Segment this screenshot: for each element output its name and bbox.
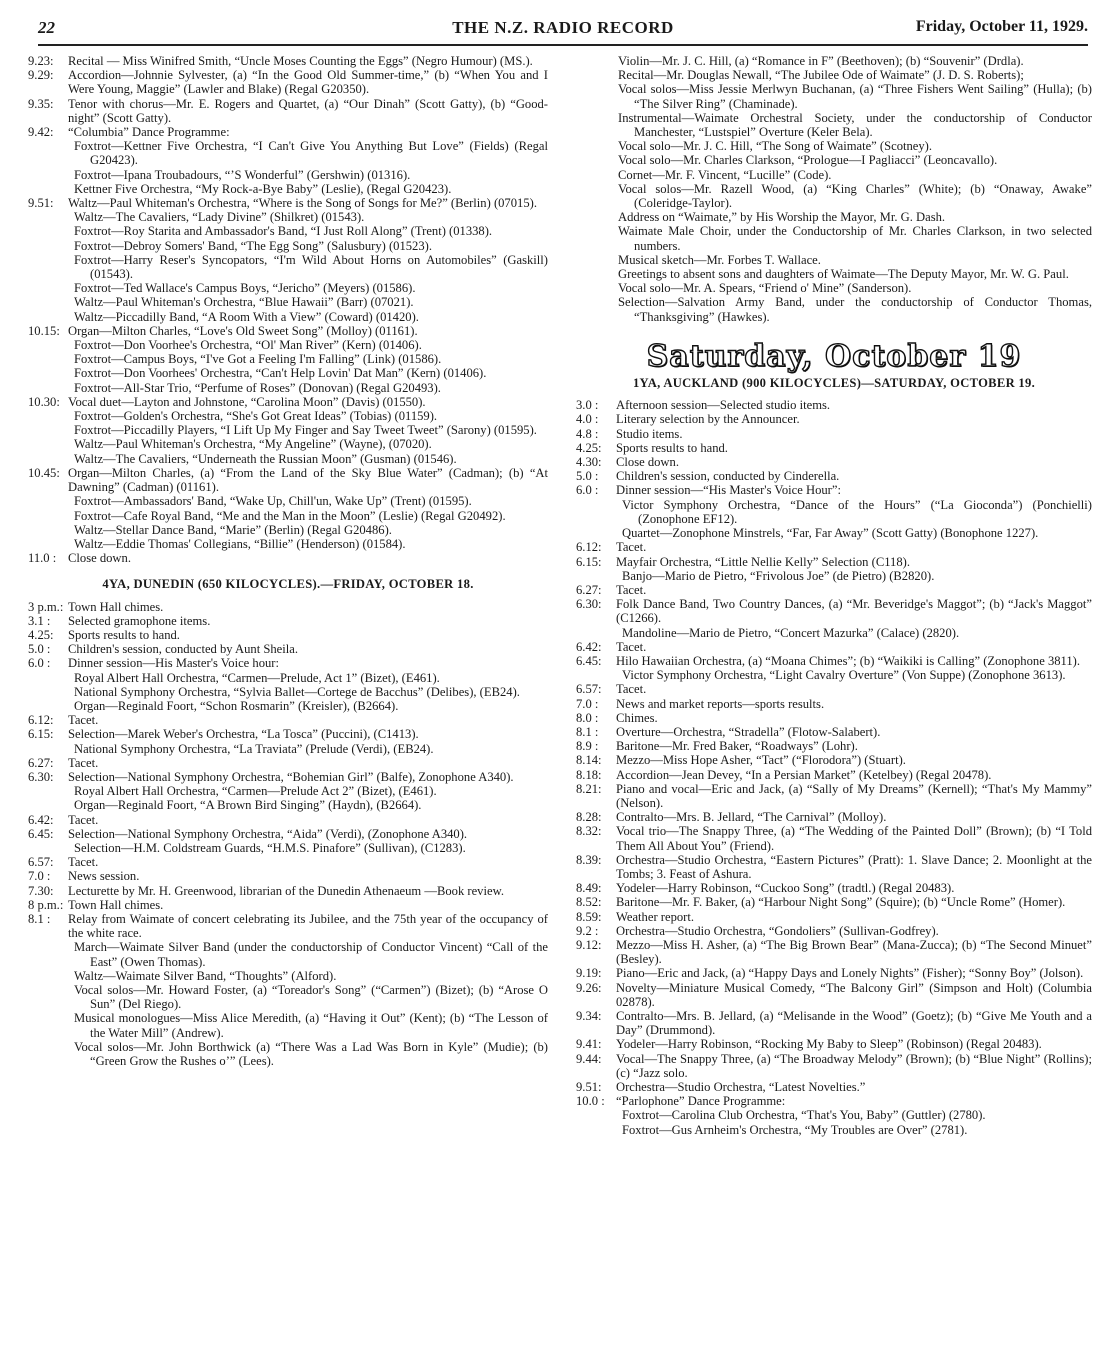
program-entry xyxy=(576,398,1092,412)
entry-time: 8.52: xyxy=(576,895,602,910)
entry-text: Tacet. xyxy=(616,639,647,654)
entry-text: Afternoon session—Selected studio items. xyxy=(616,398,831,413)
entry-text: Literary selection by the Announcer. xyxy=(616,412,800,427)
entry-time: 4.25: xyxy=(576,440,602,455)
program-entry xyxy=(576,1037,1092,1051)
entry-time: 8.49: xyxy=(576,881,602,896)
entry-time: 6.57: xyxy=(576,682,602,697)
entry-subitem: Foxtrot—Piccadilly Players, “I Lift Up My Finger and Say Tweet Tweet” (Sarony) (01595). xyxy=(74,423,537,438)
entry-time: 6.42: xyxy=(28,812,54,827)
entry-time: 3.1 : xyxy=(28,613,51,628)
program-entry xyxy=(576,455,1092,469)
program-entry xyxy=(28,756,548,770)
program-entry xyxy=(28,912,548,940)
entry-time: 8.1 : xyxy=(576,724,599,739)
entry-subitem: Victor Symphony Orchestra, “Light Cavalry Overture” (Von Suppe) (Zonophone 3613). xyxy=(622,668,1066,683)
entry-time: 8.59: xyxy=(576,909,602,924)
left-column xyxy=(28,54,548,1068)
entry-text: Hilo Hawaiian Orchestra, (a) “Moana Chimes”; (b) “Waikiki is Calling” (Zonophone 3811). xyxy=(616,653,1081,668)
program-entry xyxy=(576,412,1092,426)
continued-item: Selection—Salvation Army Band, under the conductorship of Conductor Thomas, “Thanksgiving” (Hawkes). xyxy=(618,295,1092,324)
program-entry xyxy=(576,682,1092,696)
entry-subitem: Musical monologues—Miss Alice Meredith, (a) “Having it Out” (Kent); (b) “The Lesson of the Water Mill” (Andrew). xyxy=(74,1011,548,1040)
entry-time: 10.0 : xyxy=(576,1094,605,1109)
entry-text: Selection—National Symphony Orchestra, “Aida” (Verdi), (Zonophone A340). xyxy=(68,826,468,841)
entry-subitem: Foxtrot—Gus Arnheim's Orchestra, “My Troubles are Over” (2781). xyxy=(622,1122,968,1137)
program-entry xyxy=(28,97,548,125)
entry-subitem: Quartet—Zonophone Minstrels, “Far, Far Away” (Scott Gatty) (Bonophone 1227). xyxy=(622,526,1039,541)
entry-subitem: Foxtrot—Roy Starita and Ambassador's Band, “I Just Roll Along” (Trent) (01338). xyxy=(74,224,493,239)
entry-time: 5.0 : xyxy=(28,642,51,657)
entry-subitem: Foxtrot—Ambassadors' Band, “Wake Up, Chill'un, Wake Up” (Trent) (01595). xyxy=(74,494,472,509)
entry-time: 7.30: xyxy=(28,883,54,898)
program-entry xyxy=(576,1009,1092,1037)
entry-time: 6.30: xyxy=(576,597,602,612)
program-entry xyxy=(576,711,1092,725)
entry-text: Tacet. xyxy=(68,713,99,728)
entry-text: Tacet. xyxy=(616,540,647,555)
issue-date: Friday, October 11, 1929. xyxy=(915,18,1088,35)
program-entry xyxy=(28,600,548,614)
entry-subitem: Foxtrot—Don Voorhees' Orchestra, “Can't Help Lovin' Dat Man” (Kern) (01406). xyxy=(74,366,487,381)
program-list-first xyxy=(28,54,548,565)
entry-time: 6.12: xyxy=(28,713,54,728)
entry-subitem: Selection—H.M. Coldstream Guards, “H.M.S. Pinafore” (Sullivan), (C1283). xyxy=(74,840,466,855)
entry-time: 6.15: xyxy=(576,554,602,569)
program-entry xyxy=(576,427,1092,441)
entry-time: 9.29: xyxy=(28,68,54,83)
program-entry xyxy=(576,640,1092,654)
entry-text: Relay from Waimate of concert celebrating its Jubilee, and the 75th year of the occupancy of the white race. xyxy=(68,911,548,941)
entry-text: Overture—Orchestra, “Stradella” (Flotow-Salabert). xyxy=(616,724,881,739)
continued-item: Instrumental—Waimate Orchestral Society, under the conductorship of Conductor Manchester, “Lustspiel” Overture (Keler Bela). xyxy=(618,110,1092,140)
program-entry xyxy=(576,966,1092,980)
publication-title: THE N.Z. RADIO RECORD xyxy=(452,18,674,37)
continued-item: Vocal solo—Mr. A. Spears, “Friend o' Mine” (Sanderson). xyxy=(618,281,912,296)
entry-time: 11.0 : xyxy=(28,551,57,566)
entry-text: Recital — Miss Winifred Smith, “Uncle Moses Counting the Eggs” (Negro Humour) (MS.). xyxy=(68,54,533,68)
program-entry xyxy=(576,1052,1092,1080)
entry-time: 8.18: xyxy=(576,767,602,782)
entry-time: 9.19: xyxy=(576,966,602,981)
entry-text: Vocal trio—The Snappy Three, (a) “The Wedding of the Painted Doll” (Brown); (b) “I Told Them All About You” (Friend). xyxy=(616,824,1092,853)
entry-time: 4.30: xyxy=(576,455,602,470)
entry-text: Organ—Milton Charles, “Love's Old Sweet Song” (Molloy) (01161). xyxy=(68,323,418,338)
entry-text: Contralto—Mrs. B. Jellard, (a) “Melisande in the Wood” (Goetz); (b) “Give Me Youth and a Day” (Drummond). xyxy=(616,1009,1092,1038)
entry-subitem: National Symphony Orchestra, “Sylvia Ballet—Cortege de Bacchus” (Delibes), (EB24). xyxy=(74,684,520,699)
continued-item: Cornet—Mr. F. Vincent, “Lucille” (Code). xyxy=(618,167,832,182)
entry-text: Organ—Milton Charles, (a) “From the Land of the Sky Blue Water” (Cadman); (b) “At Dawning” (Cadman) (01161). xyxy=(68,465,548,495)
entry-text: Chimes. xyxy=(616,710,658,725)
entry-text: Town Hall chimes. xyxy=(68,599,164,614)
entry-text: Yodeler—Harry Robinson, “Cuckoo Song” (tradtl.) (Regal 20483). xyxy=(616,881,955,896)
program-entry xyxy=(28,656,548,670)
entry-text: Folk Dance Band, Two Country Dances, (a) “Mr. Beveridge's Maggot”; (b) “Jack's Maggot” (C1266). xyxy=(616,597,1092,626)
entry-text: “Columbia” Dance Programme: xyxy=(68,125,230,140)
program-entry xyxy=(28,770,548,784)
program-entry xyxy=(28,813,548,827)
entry-time: 10.30: xyxy=(28,394,60,409)
entry-time: 3.0 : xyxy=(576,398,599,413)
program-entry xyxy=(28,68,548,96)
entry-time: 9.42: xyxy=(28,125,54,140)
entry-subitem: Victor Symphony Orchestra, “Dance of the Hours” (“La Gioconda”) (Ponchielli) (Zonophone EF12). xyxy=(622,497,1092,526)
program-entry xyxy=(576,1094,1092,1108)
entry-time: 4.0 : xyxy=(576,412,599,427)
entry-text: Selected gramophone items. xyxy=(68,613,211,628)
program-entry xyxy=(576,1080,1092,1094)
entry-text: Tacet. xyxy=(68,755,99,770)
entry-time: 9.35: xyxy=(28,96,54,111)
entry-subitem: Waltz—Eddie Thomas' Collegians, “Billie” (Henderson) (01584). xyxy=(74,536,406,551)
entry-text: Lecturette by Mr. H. Greenwood, librarian of the Dunedin Athenaeum —Book review. xyxy=(68,883,504,898)
right-column xyxy=(576,54,1092,1137)
entry-time: 9.51: xyxy=(576,1080,602,1095)
entry-text: Children's session, conducted by Aunt Sheila. xyxy=(68,642,298,657)
entry-text: Orchestra—Studio Orchestra, “Eastern Pictures” (Pratt): 1. Slave Dance; 2. Moonlight at the Tombs; 3. Feast of Ashura. xyxy=(616,852,1092,881)
entry-subitem: Foxtrot—Don Voorhee's Orchestra, “Ol' Man River” (Kern) (01406). xyxy=(74,338,422,353)
continued-item: Musical sketch—Mr. Forbes T. Wallace. xyxy=(618,252,821,267)
entry-text: Tacet. xyxy=(616,582,647,597)
entry-text: Piano and vocal—Eric and Jack, (a) “Sally of My Dreams” (Kernell); “That's My Mammy” (Nelson). xyxy=(616,781,1092,810)
entry-text: Vocal duet—Layton and Johnstone, “Carolina Moon” (Davis) (01550). xyxy=(68,394,426,409)
continued-item: Vocal solos—Miss Jessie Merlwyn Buchanan, (a) “Three Fishers Went Sailing” (Hulla); (b) “The Silver Ring” (Chaminade). xyxy=(618,82,1092,111)
entry-subitem: Foxtrot—Carolina Club Orchestra, “That's You, Baby” (Guttler) (2780). xyxy=(622,1108,986,1123)
entry-text: Selection—Marek Weber's Orchestra, “La Tosca” (Puccini), (C1413). xyxy=(68,727,419,742)
program-entry xyxy=(28,395,548,409)
program-entry xyxy=(576,782,1092,810)
entry-time: 8.28: xyxy=(576,810,602,825)
entry-time: 9.23: xyxy=(28,54,54,68)
entry-time: 6.0 : xyxy=(28,656,51,671)
program-entry xyxy=(576,910,1092,924)
entry-time: 9.2 : xyxy=(576,923,599,938)
program-entry xyxy=(576,725,1092,739)
program-entry xyxy=(28,614,548,628)
entry-text: Orchestra—Studio Orchestra, “Latest Novelties.” xyxy=(616,1080,866,1095)
entry-subitem: Waltz—The Cavaliers, “Lady Divine” (Shilkret) (01543). xyxy=(74,210,365,225)
entry-text: Mezzo—Miss H. Asher, (a) “The Big Brown Bear” (Mana-Zucca); (b) “The Second Minuet” (Besley). xyxy=(616,937,1092,967)
program-entry xyxy=(28,551,548,565)
entry-time: 9.26: xyxy=(576,980,602,995)
entry-subitem: Foxtrot—Golden's Orchestra, “She's Got Great Ideas” (Tobias) (01159). xyxy=(74,409,438,424)
entry-text: News and market reports—sports results. xyxy=(616,696,825,711)
continued-item: Violin—Mr. J. C. Hill, (a) “Romance in F” (Beethoven); (b) “Souvenir” (Drdla). xyxy=(618,54,1024,68)
entry-text: Tacet. xyxy=(68,855,99,870)
program-entry xyxy=(576,441,1092,455)
entry-time: 10.15: xyxy=(28,323,60,338)
program-entry xyxy=(576,895,1092,909)
continued-item: Vocal solo—Mr. J. C. Hill, “The Song of Waimate” (Scotney). xyxy=(618,139,933,154)
program-entry xyxy=(28,713,548,727)
entry-time: 6.0 : xyxy=(576,483,599,498)
program-entry xyxy=(576,697,1092,711)
entry-text: Piano—Eric and Jack, (a) “Happy Days and Lonely Nights” (Fisher); “Sonny Boy” (Jolson). xyxy=(616,966,1084,981)
entry-subitem: Foxtrot—Ipana Troubadours, “’S Wonderful” (Gershwin) (01316). xyxy=(74,167,411,182)
program-list-auckland xyxy=(576,398,1092,1137)
entry-subitem: Organ—Reginald Foort, “Schon Rosmarin” (Kreisler), (B2664). xyxy=(74,698,399,713)
entry-time: 4.25: xyxy=(28,627,54,642)
program-entry xyxy=(576,483,1092,497)
entry-subitem: Foxtrot—Debroy Somers' Band, “The Egg Song” (Salusbury) (01523). xyxy=(74,238,432,253)
program-list-continued xyxy=(576,54,1092,324)
program-entry xyxy=(576,654,1092,668)
entry-text: Baritone—Mr. Fred Baker, “Roadways” (Lohr). xyxy=(616,739,858,754)
entry-time: 6.15: xyxy=(28,727,54,742)
program-entry xyxy=(576,583,1092,597)
entry-text: Novelty—Miniature Musical Comedy, “The Balcony Girl” (Simpson and Holt) (Columbia 02878). xyxy=(616,980,1092,1009)
program-entry xyxy=(576,739,1092,753)
entry-time: 6.30: xyxy=(28,769,54,784)
program-entry xyxy=(28,125,548,139)
entry-time: 9.51: xyxy=(28,196,54,211)
entry-text: Town Hall chimes. xyxy=(68,897,164,912)
entry-text: Contralto—Mrs. B. Jellard, “The Carnival” (Molloy). xyxy=(616,810,887,825)
entry-subitem: Waltz—Stellar Dance Band, “Marie” (Berlin) (Regal G20486). xyxy=(74,522,392,537)
continued-item: Vocal solos—Mr. Razell Wood, (a) “King Charles” (White); (b) “Onaway, Awake” (Coleridge-Taylor). xyxy=(618,181,1092,211)
entry-text: Waltz—Paul Whiteman's Orchestra, “Where is the Song of Songs for Me?” (Berlin) (07015). xyxy=(68,196,537,211)
program-list-dunedin xyxy=(28,600,548,1069)
program-entry xyxy=(28,642,548,656)
entry-text: Tenor with chorus—Mr. E. Rogers and Quartet, (a) “Our Dinah” (Scott Gatty), (b) “Good-night” (Scott Gatty). xyxy=(68,96,548,125)
program-entry xyxy=(28,898,548,912)
saturday-title: Saturday, October 19 xyxy=(646,338,1022,374)
entry-subitem: Foxtrot—Kettner Five Orchestra, “I Can't Give You Anything But Love” (Fields) (Regal G20423). xyxy=(74,139,548,168)
entry-time: 7.0 : xyxy=(576,696,599,711)
program-entry xyxy=(576,753,1092,767)
entry-subitem: Foxtrot—Campus Boys, “I've Got a Feeling I'm Falling” (Link) (01586). xyxy=(74,352,442,367)
program-entry xyxy=(576,924,1092,938)
entry-text: Tacet. xyxy=(616,682,647,697)
entry-text: Vocal—The Snappy Three, (a) “The Broadway Melody” (Brown); (b) “Blue Night” (Rollins); (c) “Jazz solo. xyxy=(616,1051,1092,1080)
continued-item: Waimate Male Choir, under the Conductorship of Mr. Charles Clarkson, in two selected numbers. xyxy=(618,224,1092,253)
program-entry xyxy=(576,810,1092,824)
entry-subitem: Vocal solos—Mr. Howard Foster, (a) “Toreador's Song” (“Carmen”) (Bizet); (b) “Arose O Sun” (Del Riego). xyxy=(74,983,548,1012)
entry-time: 6.57: xyxy=(28,855,54,870)
entry-time: 4.8 : xyxy=(576,426,599,441)
entry-text: Close down. xyxy=(616,455,679,470)
entry-time: 9.41: xyxy=(576,1037,602,1052)
entry-time: 8 p.m.: xyxy=(28,897,64,912)
entry-subitem: Foxtrot—Ted Wallace's Campus Boys, “Jericho” (Meyers) (01586). xyxy=(74,281,416,296)
program-entry xyxy=(576,853,1092,881)
entry-time: 8.14: xyxy=(576,753,602,768)
program-entry xyxy=(28,727,548,741)
entry-time: 8.9 : xyxy=(576,739,599,754)
program-entry xyxy=(576,938,1092,966)
entry-text: Selection—National Symphony Orchestra, “Bohemian Girl” (Balfe), Zonophone A340). xyxy=(68,769,514,784)
entry-text: “Parlophone” Dance Programme: xyxy=(616,1094,786,1109)
auckland-heading: 1YA, AUCKLAND (900 KILOCYCLES)—SATURDAY, OCTOBER 19. xyxy=(632,376,1036,391)
entry-time: 6.27: xyxy=(576,582,602,597)
entry-time: 8.0 : xyxy=(576,710,599,725)
program-entry xyxy=(28,869,548,883)
entry-time: 6.12: xyxy=(576,540,602,555)
program-entry xyxy=(28,466,548,494)
entry-time: 6.45: xyxy=(576,653,602,668)
entry-time: 5.0 : xyxy=(576,469,599,484)
program-entry xyxy=(576,540,1092,554)
entry-subitem: Mandoline—Mario de Pietro, “Concert Mazurka” (Calace) (2820). xyxy=(622,625,960,640)
program-entry xyxy=(28,855,548,869)
entry-subitem: Waltz—Piccadilly Band, “A Room With a View” (Coward) (01420). xyxy=(74,309,419,324)
program-entry xyxy=(28,628,548,642)
program-entry xyxy=(576,824,1092,852)
entry-subitem: Foxtrot—Harry Reser's Syncopators, “I'm Wild About Horns on Automobiles” (Gaskill) (01543). xyxy=(74,252,548,282)
entry-text: Mezzo—Miss Hope Asher, “Tact” (“Florodora”) (Stuart). xyxy=(616,753,906,768)
entry-text: Sports results to hand. xyxy=(616,440,728,455)
entry-time: 10.45: xyxy=(28,465,60,480)
program-entry xyxy=(576,881,1092,895)
entry-time: 6.45: xyxy=(28,826,54,841)
entry-time: 6.27: xyxy=(28,755,54,770)
entry-subitem: Foxtrot—Cafe Royal Band, “Me and the Man in the Moon” (Leslie) (Regal G20492). xyxy=(74,508,506,523)
page-header xyxy=(38,16,1088,46)
entry-subitem: Waltz—Paul Whiteman's Orchestra, “Blue Hawaii” (Barr) (07021). xyxy=(74,295,414,310)
entry-subitem: Waltz—Waimate Silver Band, “Thoughts” (Alford). xyxy=(74,968,337,983)
entry-text: Dinner session—“His Master's Voice Hour”: xyxy=(616,483,841,498)
program-entry xyxy=(28,196,548,210)
entry-text: Weather report. xyxy=(616,909,695,924)
entry-time: 9.34: xyxy=(576,1009,602,1023)
entry-text: Accordion—Jean Devey, “In a Persian Market” (Ketelbey) (Regal 20478). xyxy=(616,767,992,782)
entry-text: Dinner session—His Master's Voice hour: xyxy=(68,656,279,671)
entry-text: Tacet. xyxy=(68,812,99,827)
entry-time: 9.44: xyxy=(576,1051,602,1066)
entry-time: 8.39: xyxy=(576,852,602,867)
entry-time: 9.12: xyxy=(576,937,602,952)
entry-subitem: Royal Albert Hall Orchestra, “Carmen—Prelude Act 2” (Bizet), (E461). xyxy=(74,784,437,799)
program-entry xyxy=(576,597,1092,625)
entry-text: Yodeler—Harry Robinson, “Rocking My Baby to Sleep” (Robinson) (Regal 20483). xyxy=(616,1037,1042,1052)
entry-text: News session. xyxy=(68,869,140,884)
entry-subitem: Banjo—Mario de Pietro, “Frivolous Joe” (de Pietro) (B2820). xyxy=(622,568,935,583)
continued-item: Vocal solo—Mr. Charles Clarkson, “Prologue—I Pagliacci” (Leoncavallo). xyxy=(618,153,998,168)
continued-item: Greetings to absent sons and daughters of Waimate—The Deputy Mayor, Mr. W. G. Paul. xyxy=(618,267,1069,282)
entry-text: Orchestra—Studio Orchestra, “Gondoliers” (Sullivan-Godfrey). xyxy=(616,923,939,938)
entry-time: 6.42: xyxy=(576,639,602,654)
entry-time: 8.32: xyxy=(576,824,602,839)
entry-subitem: March—Waimate Silver Band (under the conductorship of Conductor Vincent) “Call of the East” (Owen Thomas). xyxy=(74,940,548,969)
entry-text: Baritone—Mr. F. Baker, (a) “Harbour Night Song” (Squire); (b) “Uncle Rome” (Homer). xyxy=(616,895,1066,910)
entry-text: Close down. xyxy=(68,551,131,566)
entry-text: Mayfair Orchestra, “Little Nellie Kelly” Selection (C118). xyxy=(616,554,910,569)
entry-time: 8.1 : xyxy=(28,911,51,926)
entry-subitem: Kettner Five Orchestra, “My Rock-a-Bye Baby” (Leslie), (Regal G20423). xyxy=(74,181,452,196)
entry-time: 7.0 : xyxy=(28,869,51,884)
program-entry xyxy=(28,324,548,338)
program-entry xyxy=(28,54,548,68)
entry-text: Studio items. xyxy=(616,426,683,441)
program-entry xyxy=(576,981,1092,1009)
entry-text: Sports results to hand. xyxy=(68,627,180,642)
entry-subitem: Foxtrot—All-Star Trio, “Perfume of Roses” (Donovan) (Regal G20493). xyxy=(74,380,441,395)
entry-time: 3 p.m.: xyxy=(28,599,64,614)
entry-subitem: Royal Albert Hall Orchestra, “Carmen—Prelude, Act 1” (Bizet), (E461). xyxy=(74,670,440,685)
entry-time: 8.21: xyxy=(576,781,602,796)
entry-subitem: National Symphony Orchestra, “La Traviata” (Prelude (Verdi), (EB24). xyxy=(74,741,434,756)
program-entry xyxy=(28,827,548,841)
entry-subitem: Organ—Reginald Foort, “A Brown Bird Singing” (Haydn), (B2664). xyxy=(74,798,422,813)
entry-text: Children's session, conducted by Cinderella. xyxy=(616,469,840,484)
continued-item: Address on “Waimate,” by His Worship the Mayor, Mr. G. Dash. xyxy=(618,210,946,225)
program-entry xyxy=(28,884,548,898)
program-entry xyxy=(576,768,1092,782)
page-number: 22 xyxy=(38,18,55,37)
dunedin-heading: 4YA, DUNEDIN (650 KILOCYCLES).—FRIDAY, OCTOBER 18. xyxy=(102,577,474,592)
program-entry xyxy=(576,555,1092,569)
entry-subitem: Vocal solos—Mr. John Borthwick (a) “There Was a Lad Was Born in Kyle” (Mudie); (b) “Green Grow the Rushes o’” (Lees). xyxy=(74,1039,548,1069)
program-entry xyxy=(576,469,1092,483)
continued-item: Recital—Mr. Douglas Newall, “The Jubilee Ode of Waimate” (J. D. S. Roberts); xyxy=(618,68,1024,83)
entry-subitem: Waltz—Paul Whiteman's Orchestra, “My Angeline” (Wayne), (07020). xyxy=(74,437,432,452)
entry-subitem: Waltz—The Cavaliers, “Underneath the Russian Moon” (Gusman) (01546). xyxy=(74,451,457,466)
entry-text: Accordion—Johnnie Sylvester, (a) “In the Good Old Summer-time,” (b) “When You and I Were Young, Maggie” (Lawler and Blake) (Regal G20350). xyxy=(68,68,548,97)
